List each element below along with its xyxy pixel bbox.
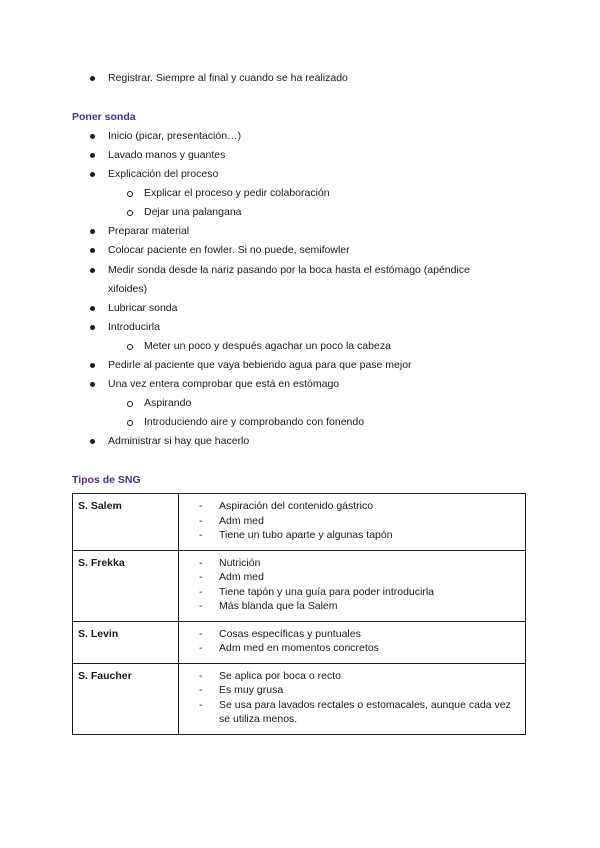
bullet-icon — [90, 306, 95, 311]
list-item: Una vez entera comprobar que está en estómago — [108, 378, 340, 390]
sub-list-item: Dejar una palangana — [144, 206, 242, 218]
sub-bullet-icon — [127, 401, 133, 407]
item-text: Es muy grusa — [219, 684, 284, 696]
dash-list-item — [199, 669, 519, 684]
list-item-registrar: Registrar. Siempre al final y cuando se ha realizado — [108, 72, 348, 84]
item-text: Más blanda que la Salem — [219, 600, 338, 612]
sub-list-item: Aspirando — [144, 397, 192, 409]
list-item: Introducirla — [108, 321, 160, 333]
list-item: Lavado manos y guantes — [108, 149, 226, 161]
dash-list-item — [199, 499, 519, 514]
bullet-icon — [90, 248, 95, 253]
section-heading-poner-sonda: Poner sonda — [72, 111, 136, 123]
item-text: Nutrición — [219, 556, 261, 569]
dash-icon: - — [199, 571, 203, 583]
sng-name-cell: S. Faucher — [73, 663, 179, 734]
dash-icon: - — [199, 627, 203, 640]
dash-list-item — [199, 683, 519, 698]
dash-icon: - — [199, 698, 203, 711]
sng-name-cell: S. Frekka — [73, 550, 179, 621]
list-item-continuation: xifoides) — [108, 283, 148, 295]
dash-list-item — [199, 585, 519, 600]
dash-icon: - — [199, 529, 203, 541]
sng-items-cell — [179, 621, 526, 663]
dash-list-item — [199, 556, 519, 571]
sng-items-cell — [179, 494, 526, 551]
table-row — [73, 494, 526, 551]
dash-icon: - — [199, 669, 203, 682]
list-item: Inicio (picar, presentación…) — [108, 130, 242, 142]
sub-list-item: Explicar el proceso y pedir colaboración — [144, 187, 330, 199]
sng-name-cell: S. Salem — [73, 494, 179, 551]
dash-icon: - — [199, 684, 203, 696]
list-item: Pedirle al paciente que vaya bebiendo agua para que pase mejor — [108, 359, 412, 371]
list-item: Preparar material — [108, 225, 190, 237]
table-row — [73, 550, 526, 621]
dash-icon: - — [199, 556, 203, 569]
sub-bullet-icon — [127, 344, 133, 350]
list-item: Lubricar sonda — [108, 302, 178, 314]
item-text: Tiene un tubo aparte y algunas tapón — [219, 529, 393, 541]
dash-icon: - — [199, 642, 203, 654]
item-text: Aspiración del contenido gástrico — [219, 500, 374, 512]
sub-bullet-icon — [127, 210, 133, 216]
item-text: Tiene tapón y una guía para poder introducirla — [219, 585, 435, 598]
sng-name-cell: S. Levin — [73, 621, 179, 663]
dash-icon: - — [199, 514, 203, 527]
item-text: Cosas específicas y puntuales — [219, 627, 361, 640]
bullet-icon — [90, 363, 95, 368]
sub-list-item: Meter un poco y después agachar un poco la cabeza — [144, 340, 391, 352]
dash-list-item — [199, 570, 519, 585]
sub-bullet-icon — [127, 420, 133, 426]
dash-list-item — [199, 627, 519, 642]
table-row — [73, 663, 526, 734]
sub-bullet-icon — [127, 191, 133, 197]
dash-list-item — [199, 599, 519, 614]
dash-icon: - — [199, 585, 203, 598]
table-row — [73, 621, 526, 663]
bullet-icon — [90, 134, 95, 139]
item-text: Adm med en momentos concretos — [219, 642, 379, 654]
bullet-icon — [90, 76, 95, 81]
sng-items-cell — [179, 663, 526, 734]
bullet-icon — [90, 229, 95, 234]
sub-list-item: Introduciendo aire y comprobando con fonendo — [144, 416, 365, 428]
dash-list-item — [199, 698, 519, 727]
dash-icon: - — [199, 600, 203, 612]
list-item: Explicación del proceso — [108, 168, 219, 180]
sng-types-table — [72, 493, 526, 735]
item-text: Adm med — [219, 571, 264, 583]
list-item: Administrar si hay que hacerlo — [108, 435, 250, 447]
bullet-icon — [90, 172, 95, 177]
bullet-icon — [90, 382, 95, 387]
sng-items-cell — [179, 550, 526, 621]
dash-icon: - — [199, 500, 203, 512]
dash-list-item — [199, 528, 519, 543]
bullet-icon — [90, 439, 95, 444]
bullet-icon — [90, 325, 95, 330]
item-text: Se aplica por boca o recto — [219, 669, 341, 682]
bullet-icon — [90, 153, 95, 158]
list-item: Colocar paciente en fowler. Si no puede, semifowler — [108, 244, 350, 256]
section-heading-tipos-sng: Tipos de SNG — [72, 474, 141, 486]
dash-list-item — [199, 641, 519, 656]
list-item: Medir sonda desde la nariz pasando por la boca hasta el estómago (apéndice — [108, 264, 470, 276]
bullet-icon — [90, 268, 95, 273]
item-text: Adm med — [219, 514, 264, 527]
item-text: Se usa para lavados rectales o estomacales, aunque cada vez se utiliza menos. — [219, 698, 511, 725]
dash-list-item — [199, 514, 519, 529]
